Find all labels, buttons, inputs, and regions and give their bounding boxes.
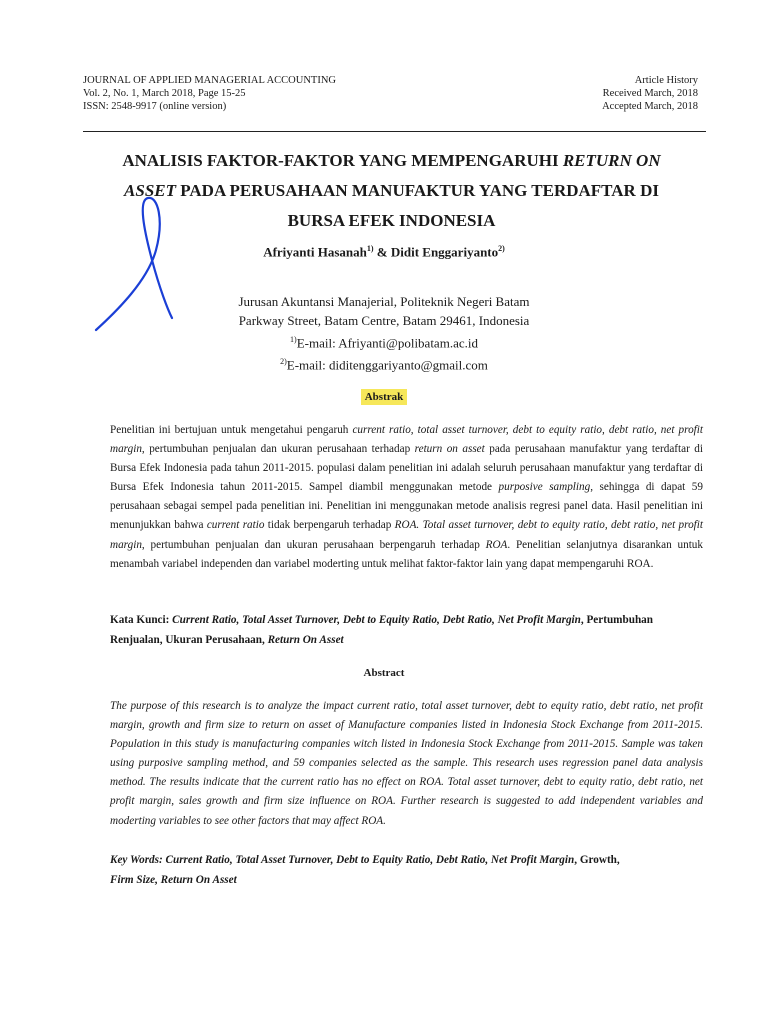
abstrak-text-italic: return on asset: [414, 443, 485, 456]
author-1: Afriyanti Hasanah: [263, 244, 367, 260]
abstrak-text-italic: purposive sampling: [498, 481, 591, 494]
key-words: [110, 850, 703, 890]
journal-header: [83, 74, 336, 113]
abstract-heading: Abstract: [363, 667, 405, 679]
title-part2-italic: ASSET: [124, 181, 177, 200]
email-2: E-mail: diditenggariyanto@gmail.com: [286, 357, 488, 373]
kata-kunci-terms: Current Ratio, Total Asset Turnover, Debt to Equity Ratio, Debt Ratio, Net Profit Margin: [172, 614, 581, 626]
author-conj: &: [373, 244, 391, 260]
abstrak-body: [110, 421, 703, 574]
accepted-date: Accepted March, 2018: [602, 101, 698, 112]
email-2-sup: 2): [280, 357, 287, 367]
abstract-body: The purpose of this research is to analyze the impact current ratio, total asset turnover, debt to equity ratio, debt ratio, net profit margin, growth and firm size to return on asset of Manufacture companies listed in Indonesia Stock Exchange from 2011-2015. Population in this study is manufacturing companies witch listed in Indonesia Stock Exchange from 2011-2015. Sample was taken using purposive sampling method, and 59 companies selected as the sample. This research uses regression panel data analysis method. The results indicate that the current ratio has no effect on ROA. Total asset turnover, debt to equity ratio, debt ratio, net profit margin, sales growth and firm size influence on ROA. Further research is suggested to add independent variables and moderting variables to see other factors that may affect ROA.: [110, 700, 703, 827]
journal-name: JOURNAL OF APPLIED MANAGERIAL ACCOUNTING: [83, 75, 336, 86]
affiliation-dept: Jurusan Akuntansi Manajerial, Politeknik Negeri Batam: [238, 294, 530, 309]
kata-kunci-terms: , Pertumbuhan Renjualan, Ukuran Perusahaan,: [110, 614, 653, 646]
article-history: [602, 74, 698, 113]
abstrak-text: pada perusahaan manufaktur yang terdaftar di Bursa Efek Indonesia pada tahun 2011-2015. populasi dalam penelitian ini adalah seluruh perusahaan manufaktur yang terdaftar di Bursa Efek Indonesia tahun 2011-2015. Sampel diambil menggunakan metode: [110, 443, 703, 494]
abstrak-heading-text: Abstrak: [361, 389, 408, 405]
abstrak-text: tidak berpengaruh terhadap: [264, 519, 395, 532]
abstrak-text-italic: ROA. Total asset turnover, debt to equity ratio, debt ratio, net profit margin: [110, 519, 703, 551]
kata-kunci-terms: Return On Asset: [267, 634, 344, 646]
author-2: Didit Enggariyanto: [390, 244, 499, 260]
abstrak-text: , pertumbuhan penjualan dan ukuran perusahaan berpengaruh terhadap: [141, 538, 486, 551]
affiliation-address: Parkway Street, Batam Centre, Batam 29461, Indonesia: [238, 313, 530, 328]
abstrak-heading: [0, 387, 768, 405]
key-words-terms: Firm Size, Return On Asset: [110, 874, 237, 886]
journal-issn: ISSN: 2548-9917 (online version): [83, 101, 227, 112]
abstrak-text-italic: current ratio: [206, 519, 265, 532]
received-date: Received March, 2018: [602, 88, 698, 99]
title-part2: PADA PERUSAHAAN MANUFAKTUR YANG TERDAFTAR DI: [176, 181, 659, 200]
abstrak-text: , sehingga di dapat 59 perusahaan sebagai sempel pada penelitian ini. Penelitian ini menggunakan metode analisis regresi panel data. Hasil penelitian ini menunjukkan bahwa: [110, 481, 703, 532]
author-2-sup: 2): [498, 244, 505, 253]
kata-kunci: [110, 610, 703, 650]
abstrak-text: . Penelitian selanjutnya disarankan untuk menambah variabel independen dan variabel moderting untuk melihat faktor-faktor lain yang dapat mempengaruhi ROA.: [110, 538, 703, 570]
kata-kunci-label: Kata Kunci: [110, 614, 166, 626]
key-words-terms: , Growth,: [574, 854, 620, 866]
author-1-sup: 1): [366, 244, 374, 253]
title-part1: ANALISIS FAKTOR-FAKTOR YANG MEMPENGARUHI: [122, 151, 563, 170]
journal-volume: Vol. 2, No. 1, March 2018, Page 15-25: [83, 88, 246, 99]
history-title: Article History: [634, 75, 698, 86]
abstrak-text-italic: current ratio, total asset turnover, debt to equity ratio, debt ratio, net profit margin: [110, 424, 703, 456]
abstrak-text: , pertumbuhan penjualan dan ukuran perusahaan terhadap: [141, 443, 415, 456]
header-divider: [83, 131, 706, 132]
author-list: [0, 240, 768, 261]
title-part3: BURSA EFEK INDONESIA: [287, 211, 496, 230]
title-part1-italic: RETURN ON: [562, 151, 661, 170]
kata-kunci-sep: :: [165, 614, 173, 626]
abstrak-text-italic: ROA: [485, 538, 508, 551]
abstrak-text: Penelitian ini bertujuan untuk mengetahui pengaruh: [110, 424, 353, 436]
affiliation-block: [0, 292, 768, 375]
email-1-sup: 1): [290, 335, 297, 344]
email-1: E-mail: Afriyanti@polibatam.ac.id: [296, 335, 478, 351]
key-words-label: Key Words: [110, 854, 159, 866]
key-words-terms: : Current Ratio, Total Asset Turnover, Debt to Equity Ratio, Debt Ratio, Net Profit Margin: [159, 854, 575, 866]
